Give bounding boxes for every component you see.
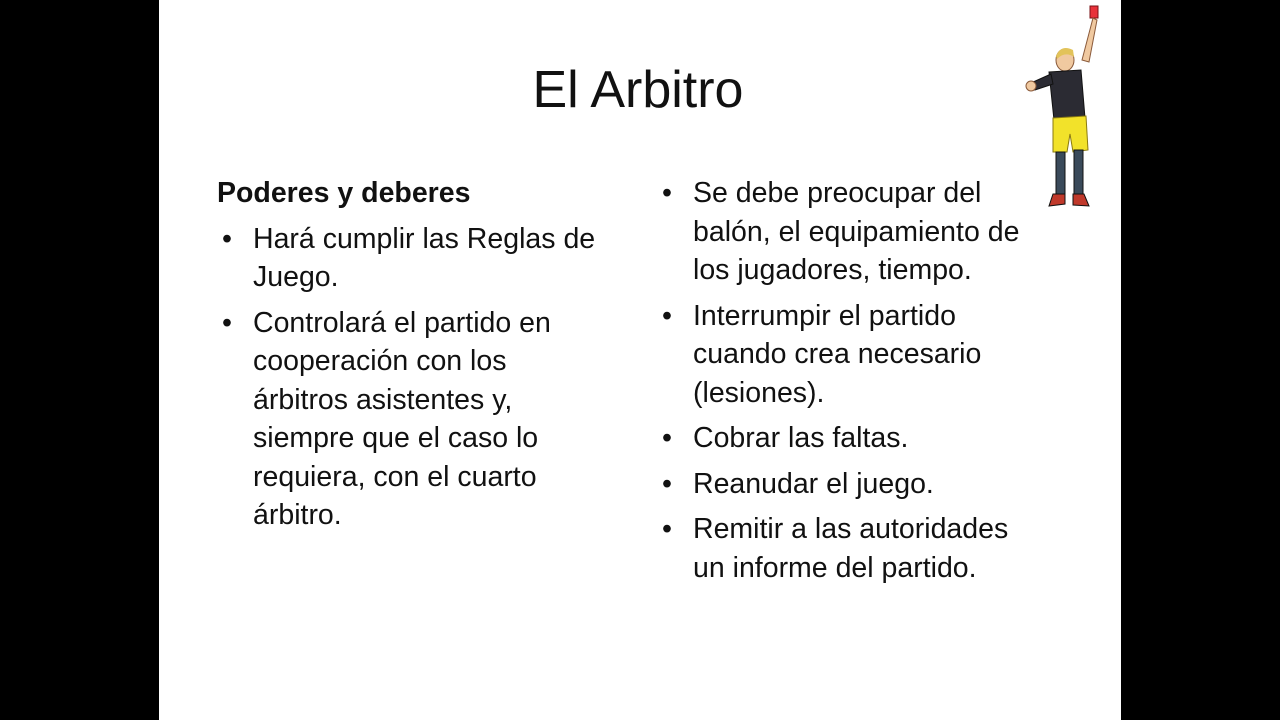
list-item: [217, 220, 597, 297]
list-item-text: Reanudar el juego.: [693, 467, 934, 500]
list-item-text: Se debe preocupar del balón, el equipamiento de los jugadores, tiempo.: [693, 177, 1020, 286]
list-item-text: Interrumpir el partido cuando crea necesario (lesiones).: [693, 299, 982, 409]
list-item: [657, 419, 1037, 458]
bullet-icon: •: [222, 306, 232, 339]
slide: [159, 0, 1121, 720]
left-column: [217, 174, 597, 542]
bullet-icon: •: [662, 422, 672, 454]
list-item-text: Cobrar las faltas.: [693, 422, 909, 454]
list-item-text: Hará cumplir las Reglas de Juego.: [253, 222, 596, 293]
list-item: [217, 304, 597, 535]
list-item: [657, 465, 1037, 504]
bullet-icon: •: [662, 177, 672, 209]
right-column: [657, 174, 1037, 594]
slide-title: El Arbitro: [532, 61, 744, 119]
list-item: [657, 174, 1037, 290]
list-item: [657, 510, 1037, 587]
red-card-icon: [1090, 6, 1098, 18]
list-item-text: Controlará el partido en cooperación con los árbitros asistentes y, siempre que el caso lo requiera, con el cuarto árbitro.: [253, 306, 551, 531]
list-item: [657, 297, 1037, 413]
bullet-icon: •: [662, 513, 672, 545]
right-bullet-list: [657, 174, 1037, 587]
bullet-icon: •: [662, 299, 672, 332]
bullet-icon: •: [222, 222, 232, 255]
left-bullet-list: [217, 220, 597, 535]
bullet-icon: •: [662, 467, 672, 500]
section-heading: Poderes y deberes: [217, 177, 471, 209]
list-item-text: Remitir a las autoridades un informe del partido.: [693, 513, 1009, 584]
